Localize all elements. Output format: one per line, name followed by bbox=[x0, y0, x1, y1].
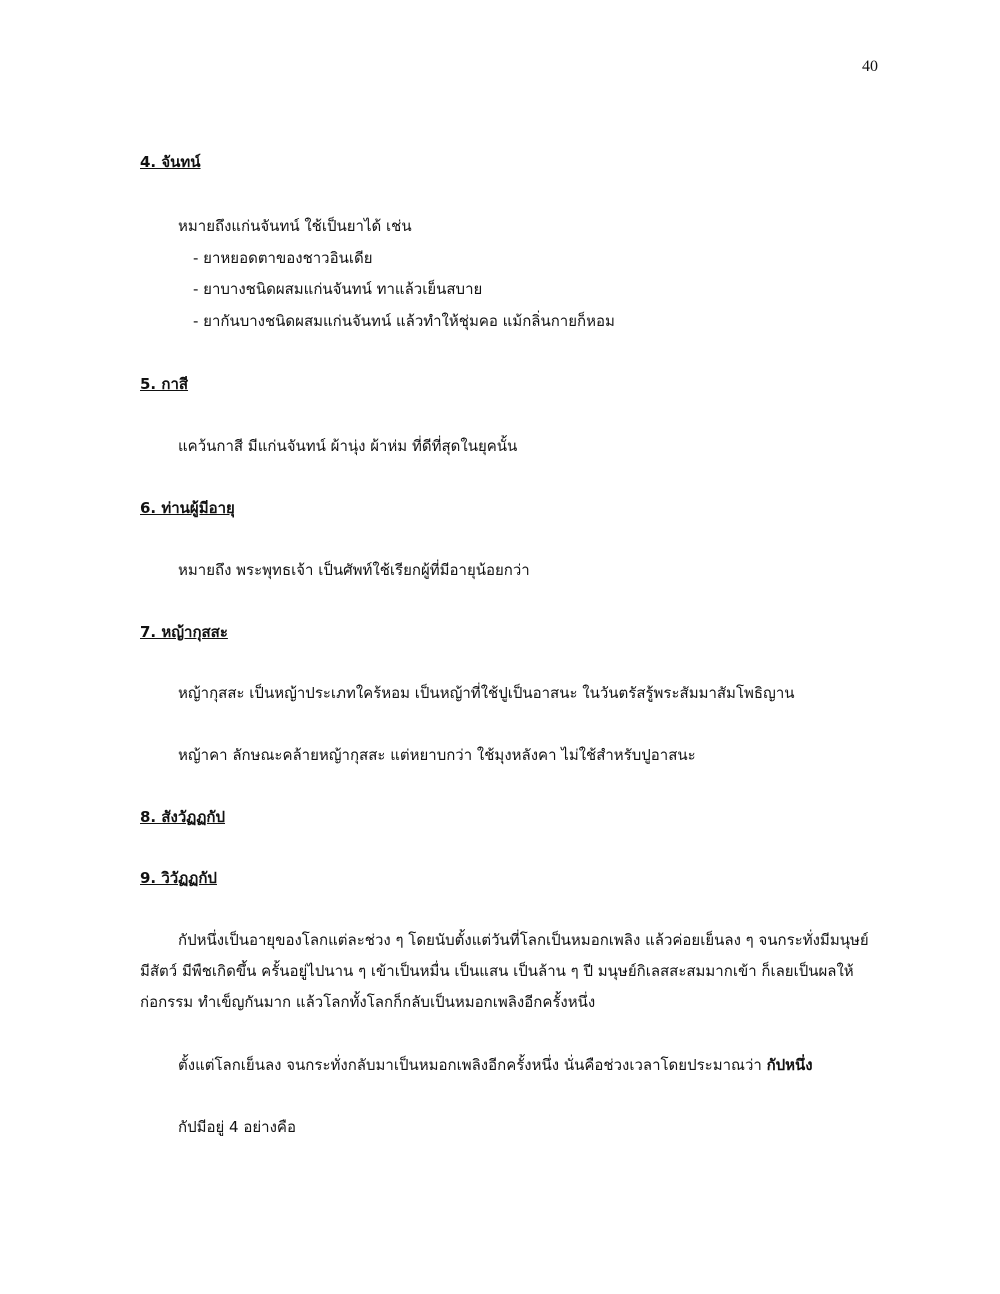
section-9-paragraph-line: มีสัตว์ มีพืชเกิดขึ้น ครั้นอยู่ไปนาน ๆ เข้าเป็นหมื่น เป็นแสน เป็นล้าน ๆ ปี มนุษย์กิเลสสะสมมากเข้า ก็เลยเป็นผลให้ bbox=[140, 962, 854, 980]
section-9-sentence bbox=[178, 1055, 813, 1075]
sentence-text: ตั้งแต่โลกเย็นลง จนกระทั่งกลับมาเป็นหมอกเพลิงอีกครั้งหนึ่ง นั่นคือช่วงเวลาโดยประมาณว่า bbox=[178, 1056, 767, 1074]
section-7-paragraph: หญ้าคา ลักษณะคล้ายหญ้ากุสสะ แต่หยาบกว่า ใช้มุงหลังคา ไม่ใช้สำหรับปูอาสนะ bbox=[178, 746, 696, 764]
section-heading-6: 6. ท่านผู้มีอายุ bbox=[140, 499, 235, 517]
section-6-paragraph: หมายถึง พระพุทธเจ้า เป็นศัพท์ใช้เรียกผู้ที่มีอายุน้อยกว่า bbox=[178, 561, 530, 579]
section-4-bullet: - ยาบางชนิดผสมแก่นจันทน์ ทาแล้วเย็นสบาย bbox=[193, 280, 483, 298]
section-4-bullet: - ยาหยอดตาของชาวอินเดีย bbox=[193, 249, 373, 267]
sentence-bold-term: กัปหนึ่ง bbox=[766, 1056, 813, 1074]
section-4-paragraph: หมายถึงแก่นจันทน์ ใช้เป็นยาได้ เช่น bbox=[178, 217, 412, 235]
section-9-closing: กัปมีอยู่ 4 อย่างคือ bbox=[178, 1118, 296, 1136]
page-number: 40 bbox=[862, 58, 878, 75]
section-7-paragraph: หญ้ากุสสะ เป็นหญ้าประเภทใคร้หอม เป็นหญ้าที่ใช้ปูเป็นอาสนะ ในวันตรัสรู้พระสัมมาสัมโพธิญาน bbox=[178, 684, 795, 702]
section-9-paragraph-line: ก่อกรรม ทำเข็ญกันมาก แล้วโลกทั้งโลกก็กลับเป็นหมอกเพลิงอีกครั้งหนึ่ง bbox=[140, 993, 596, 1011]
section-4-bullet: - ยากันบางชนิดผสมแก่นจันทน์ แล้วทำให้ชุ่มคอ แม้กลิ่นกายก็หอม bbox=[193, 312, 615, 330]
section-9-paragraph-line: กัปหนึ่งเป็นอายุของโลกแต่ละช่วง ๆ โดยนับตั้งแต่วันที่โลกเป็นหมอกเพลิง แล้วค่อยเย็นลง ๆ จนกระทั่งมีมนุษย์ bbox=[178, 931, 869, 949]
section-5-paragraph: แคว้นกาสี มีแก่นจันทน์ ผ้านุ่ง ผ้าห่ม ที่ดีที่สุดในยุคนั้น bbox=[178, 437, 518, 455]
section-heading-8: 8. สังวัฏฏกัป bbox=[140, 808, 226, 826]
section-heading-7: 7. หญ้ากุสสะ bbox=[140, 623, 228, 641]
section-heading-4: 4. จันทน์ bbox=[140, 153, 201, 171]
section-heading-5: 5. กาสี bbox=[140, 375, 189, 393]
section-heading-9: 9. วิวัฏฏกัป bbox=[140, 869, 217, 887]
